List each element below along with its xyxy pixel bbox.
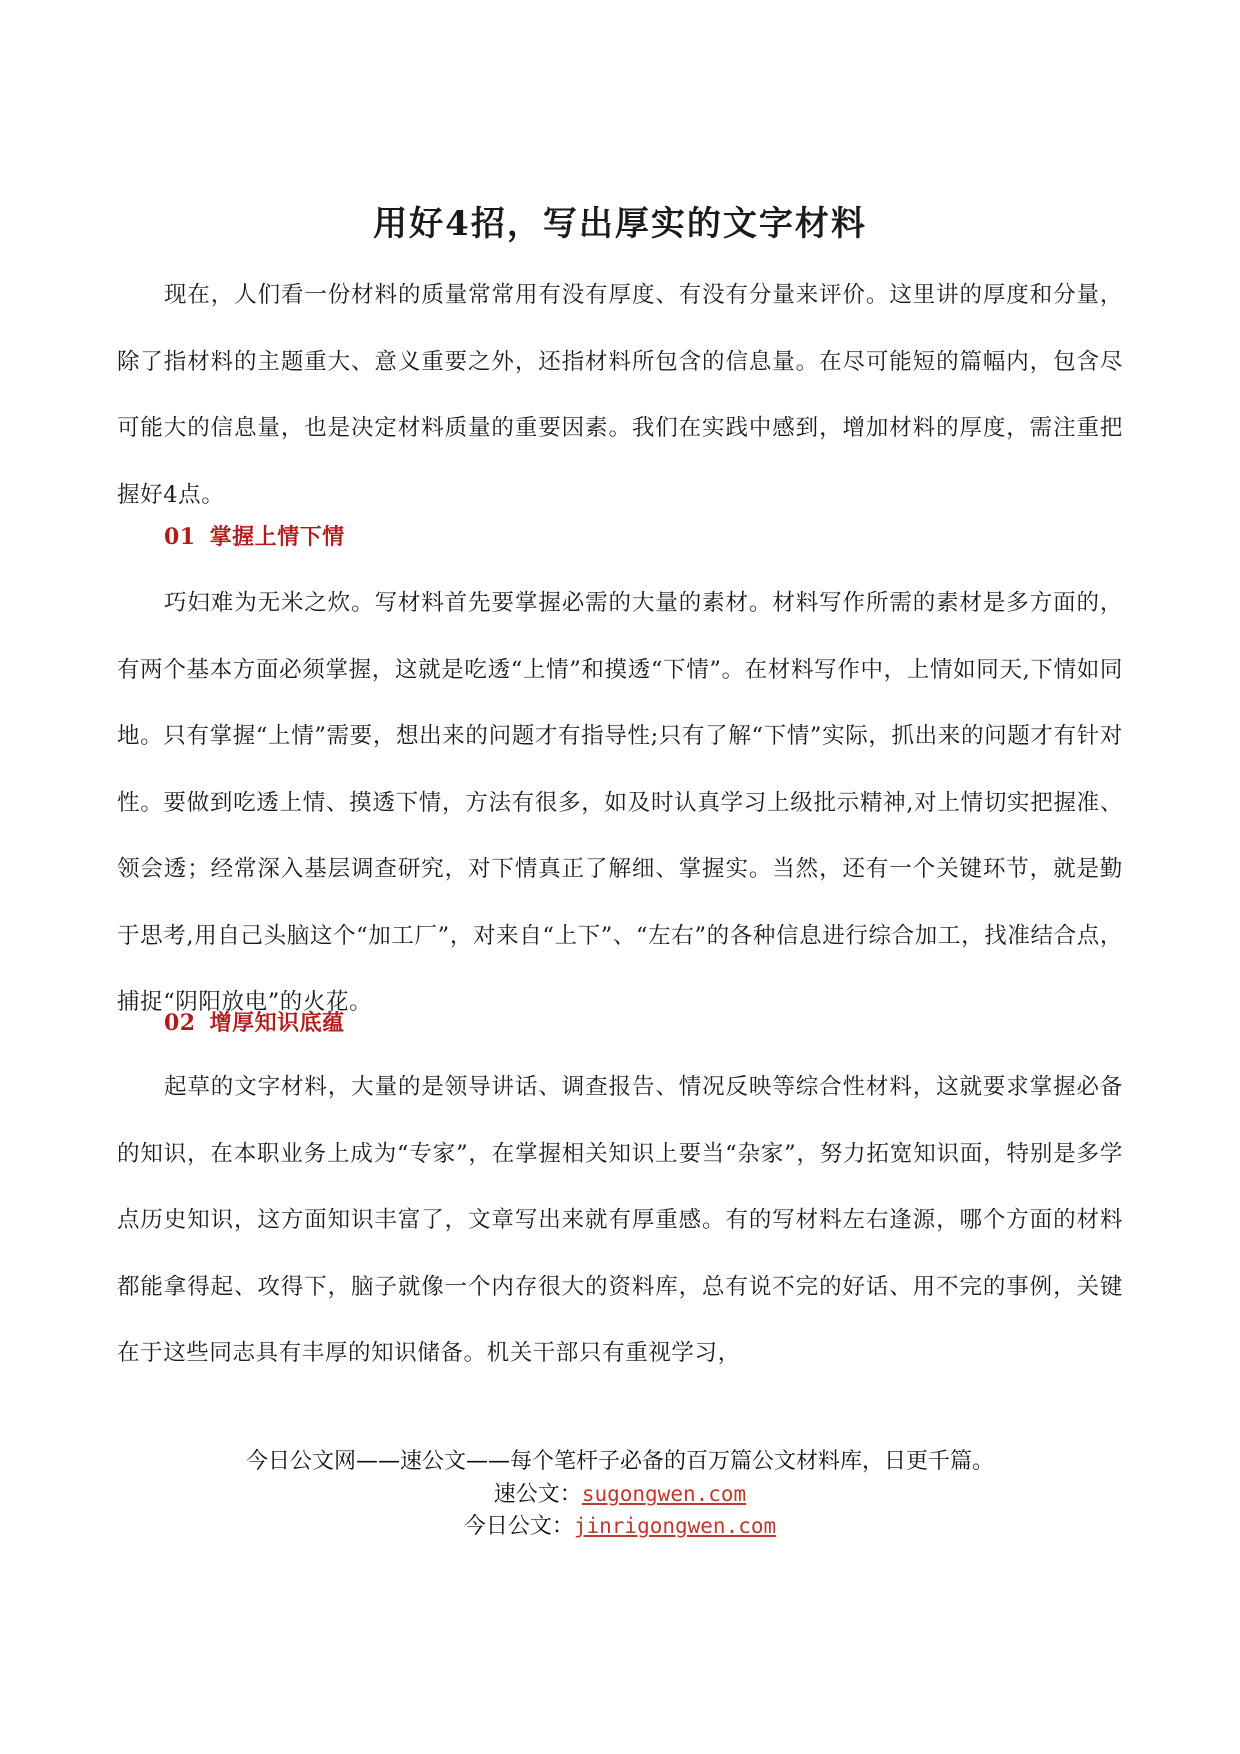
section-heading-01: [164, 520, 345, 551]
section-heading-02: [164, 1006, 345, 1037]
sugongwen-link[interactable]: sugongwen.com: [581, 1482, 747, 1506]
footer-sugongwen-label: 速公文：: [493, 1482, 582, 1507]
footer-jinrigongwen-line: [0, 1509, 1240, 1540]
section-paragraph-01: 巧妇难为无米之炊。写材料首先要掌握必需的大量的素材。材料写作所需的素材是多方面的，有两个基本方面必须掌握，这就是吃透“上情”和摸透“下情”。在材料写作中，上情如同天,下情如同地。只有掌握“上情”需要，想出来的问题才有指导性;只有了解“下情”实际，抓出来的问题才有针对性。要做到吃透上情、摸透下情，方法有很多，如及时认真学习上级批示精神,对上情切实把握准、领会透；经常深入基层调查研究，对下情真正了解细、掌握实。当然，还有一个关键环节，就是勤于思考,用自己头脑这个“加工厂”，对来自“上下”、“左右”的各种信息进行综合加工，找准结合点，捕捉“阴阳放电”的火花。: [117, 590, 1123, 1015]
section-number: 02: [164, 1010, 196, 1036]
footer-tagline: 今日公文网——速公文——每个笔杆子必备的百万篇公文材料库，日更千篇。: [245, 1449, 994, 1474]
section-title: 增厚知识底蕴: [209, 1010, 345, 1036]
section-number: 01: [164, 524, 196, 550]
section-paragraph-02: 起草的文字材料，大量的是领导讲话、调查报告、情况反映等综合性材料，这就要求掌握必备的知识，在本职业务上成为“专家”，在掌握相关知识上要当“杂家”，努力拓宽知识面，特别是多学点历史知识，这方面知识丰富了，文章写出来就有厚重感。有的写材料左右逢源，哪个方面的材料都能拿得起、攻得下，脑子就像一个内存很大的资料库，总有说不完的好话、用不完的事例，关键在于这些同志具有丰厚的知识储备。机关干部只有重视学习，: [117, 1074, 1123, 1366]
footer-sugongwen-line: [0, 1477, 1240, 1508]
jinrigongwen-link[interactable]: jinrigongwen.com: [573, 1514, 777, 1538]
intro-paragraph: 现在，人们看一份材料的质量常常用有没有厚度、有没有分量来评价。这里讲的厚度和分量，除了指材料的主题重大、意义重要之外，还指材料所包含的信息量。在尽可能短的篇幅内，包含尽可能大的信息量，也是决定材料质量的重要因素。我们在实践中感到，增加材料的厚度，需注重把握好4点。: [117, 282, 1123, 508]
document-title: 用好4招，写出厚实的文字材料: [373, 204, 867, 244]
footer-jinrigongwen-label: 今日公文：: [463, 1514, 574, 1539]
section-title: 掌握上情下情: [209, 524, 345, 550]
